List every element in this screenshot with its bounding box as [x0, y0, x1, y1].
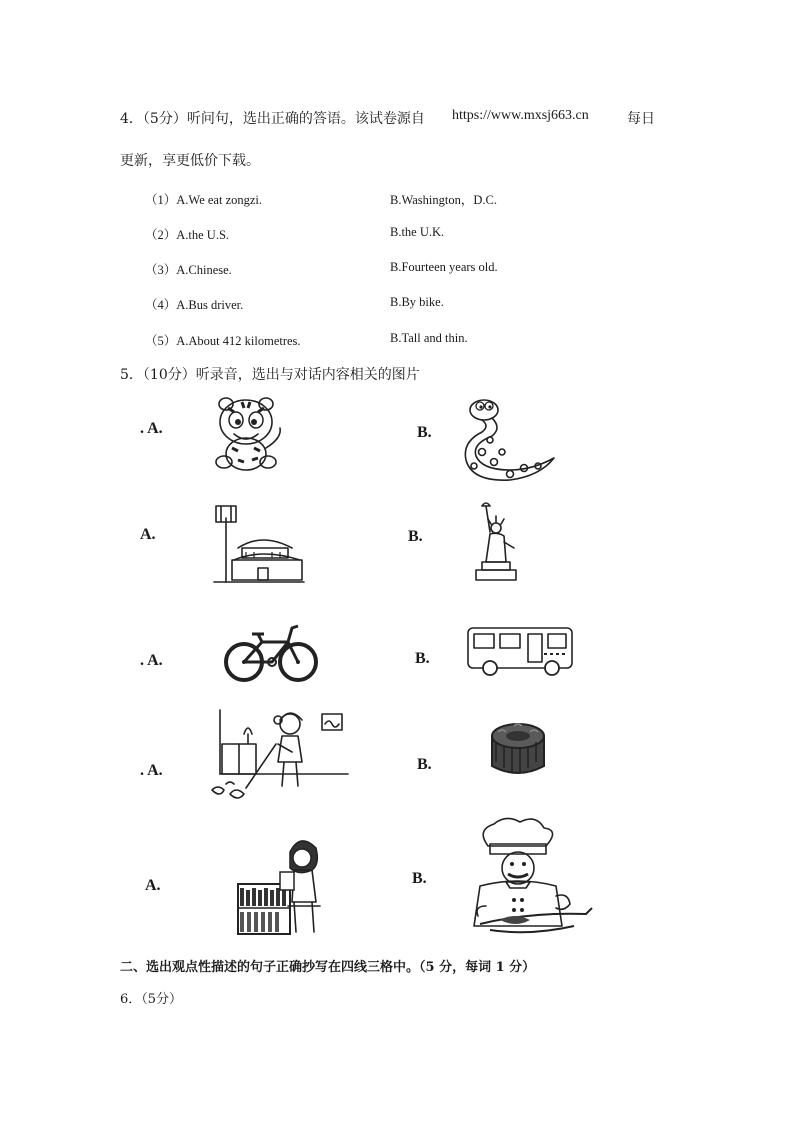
q4-option-1-b: B.Washington，D.C.: [390, 193, 497, 207]
q5-row4-b-label: B.: [417, 756, 432, 773]
tiger-icon: [208, 394, 288, 476]
q6-stem: 6．（5分）: [120, 992, 183, 1007]
q4-stem-text: 4．（5分）听问句，选出正确的答语。该试卷源自: [120, 111, 425, 127]
q4-option-1-a: （1）A.We eat zongzi.: [145, 193, 263, 207]
q4-option-4-b: B.By bike.: [390, 295, 444, 309]
q5-stem: 5．（10分）听录音，选出与对话内容相关的图片: [120, 367, 420, 383]
q4-source-url: https://www.mxsj663.cn: [452, 108, 589, 123]
q4-option-5-a: （5）A.About 412 kilometres.: [145, 334, 301, 348]
section-2-heading: 二、选出观点性描述的句子正确抄写在四线三格中。（5 分，每词 1 分）: [120, 960, 536, 975]
q5-row2-a-label: A.: [140, 526, 156, 543]
q4-stem-tail: 每日: [627, 111, 655, 127]
q4-option-2-b: B.the U.K.: [390, 225, 445, 239]
girl-sweeping-icon: [206, 710, 348, 804]
q5-row3-b-label: B.: [415, 650, 430, 667]
q4-option-2-a: （2）A.the U.S.: [145, 228, 230, 242]
girl-reading-icon: [232, 832, 322, 936]
q5-row4-a-label: . A.: [140, 762, 163, 779]
q4-option-5-b: B.Tall and thin.: [390, 331, 468, 345]
chef-icon: [470, 816, 596, 942]
bicycle-icon: [222, 624, 320, 684]
q5-row1-b-label: B.: [417, 424, 432, 441]
q4-option-4-a: （4）A.Bus driver.: [145, 298, 244, 312]
q5-row1-a-label: . A.: [140, 420, 163, 437]
q5-row5-a-label: A.: [145, 877, 161, 894]
q5-row2-b-label: B.: [408, 528, 423, 545]
q4-stem-line2: 更新，享更低价下载。: [120, 153, 260, 169]
statue-of-liberty-icon: [470, 502, 526, 582]
snake-icon: [462, 394, 558, 484]
q4-option-3-b: B.Fourteen years old.: [390, 260, 498, 274]
q5-row5-b-label: B.: [412, 870, 427, 887]
q5-row3-a-label: . A.: [140, 652, 163, 669]
tiananmen-icon: [210, 498, 304, 584]
mooncake-icon: [486, 718, 550, 780]
q4-option-3-a: （3）A.Chinese.: [145, 263, 232, 277]
bus-icon: [466, 624, 574, 678]
q4-stem: [120, 108, 425, 128]
